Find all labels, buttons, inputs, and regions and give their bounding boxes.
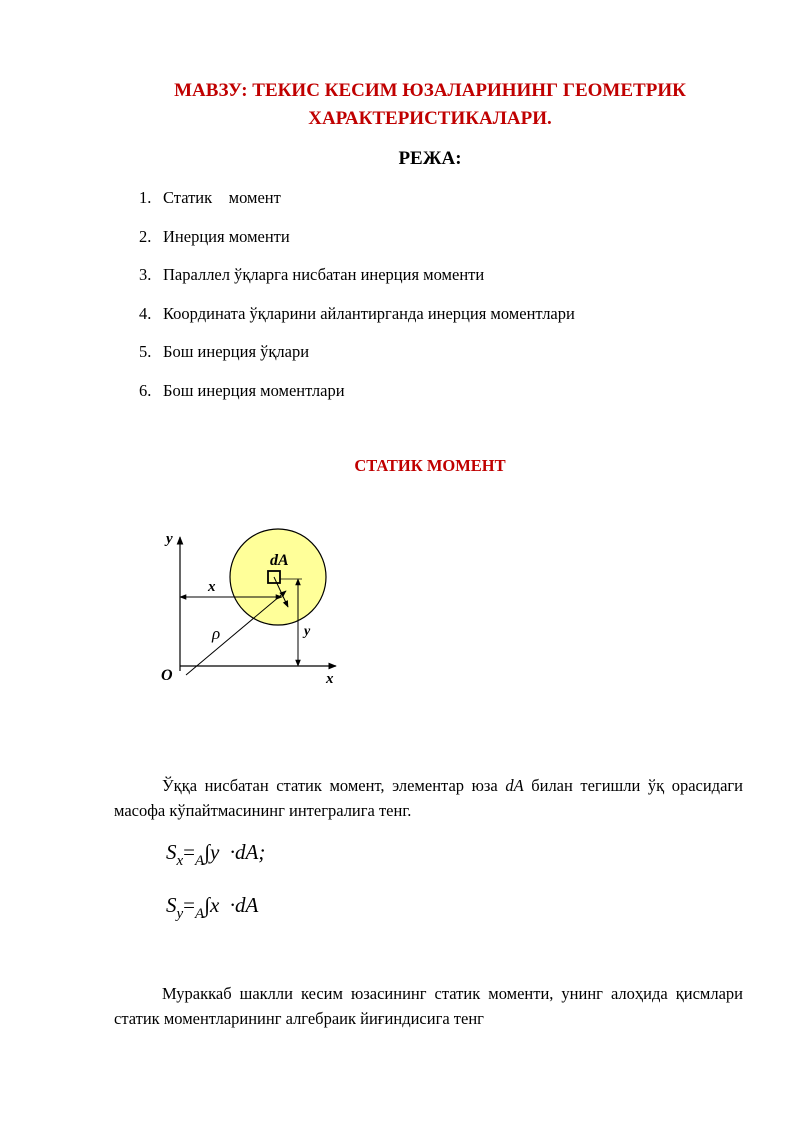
plan-item-text: Координата ўқларини айлантирганда инерция моментлари (163, 303, 575, 323)
plan-item-text: Бош инерция ўқлари (163, 342, 310, 361)
plan-item-number: 5. (139, 342, 152, 361)
plan-item-number: 1. (139, 188, 152, 207)
static-moment-figure (150, 525, 370, 695)
formula-symbol-S: S (166, 893, 177, 917)
formula-subscript-A: A (195, 853, 205, 869)
plan-item (139, 304, 575, 343)
origin-label: O (161, 667, 173, 684)
formula-integral: ∫ (204, 893, 210, 917)
para1-dA: dA (505, 776, 524, 795)
formula-body: x ·dA (209, 893, 259, 917)
formula-integral: ∫ (204, 840, 210, 864)
plan-heading: РЕЖА: (398, 148, 462, 169)
plan-item (139, 188, 575, 227)
dA-label: dA (270, 552, 289, 569)
y-dimension-label: y (304, 624, 311, 639)
formula-body: y ·dA; (209, 840, 266, 864)
rho-label: ρ (212, 624, 221, 643)
formula-Sy (166, 893, 258, 923)
x-dimension-label: x (208, 579, 216, 595)
formula-subscript-A: A (195, 906, 205, 922)
y-axis-label: y (166, 531, 173, 547)
plan-item (139, 381, 575, 420)
plan-item-text: Бош инерция моментлари (163, 380, 345, 400)
document-title-line2: ХАРАКТЕРИСТИКАЛАРИ. (308, 108, 552, 129)
plan-item-text: Инерция моменти (163, 226, 290, 246)
para2-text: Мураккаб шаклли кесим юзасининг статик моменти, унинг алоҳида қисмлари статик моментларининг алгебраик йиғиндисига тенг (114, 984, 743, 1028)
composite-section-paragraph (114, 981, 743, 1031)
formula-symbol-S: S (166, 840, 177, 864)
plan-item-number: 2. (139, 226, 152, 246)
document-title-line1: МАВЗУ: ТЕКИС КЕСИМ ЮЗАЛАРИНИНГ ГЕОМЕТРИК (174, 80, 686, 101)
formula-Sx (166, 840, 265, 870)
para1-text-part2: билан тегишли ўқ орасидаги масофа кўпайтмасининг интегралига тенг. (114, 776, 743, 820)
rho-radius-line (186, 591, 286, 675)
plan-item-number: 4. (139, 303, 152, 323)
formula-equals: = (183, 840, 196, 864)
formula-equals: = (183, 893, 196, 917)
plan-item-text: Параллел ўқларга нисбатан инерция моменти (163, 265, 485, 284)
section-title: СТАТИК МОМЕНТ (354, 456, 506, 475)
plan-list (139, 188, 575, 419)
plan-item-text: Статик момент (163, 188, 281, 207)
plan-item-number: 6. (139, 380, 152, 400)
plan-item-number: 3. (139, 265, 152, 284)
plan-item (139, 265, 575, 304)
formula-subscript: x (176, 853, 184, 869)
plan-item (139, 342, 575, 381)
formula-subscript: y (176, 906, 184, 922)
para1-text-part1: Ўққа нисбатан статик момент, элементар юза (162, 776, 506, 795)
plan-item (139, 227, 575, 266)
cross-section-circle (230, 529, 326, 625)
static-moment-definition (114, 773, 743, 823)
x-axis-label: x (326, 671, 334, 687)
